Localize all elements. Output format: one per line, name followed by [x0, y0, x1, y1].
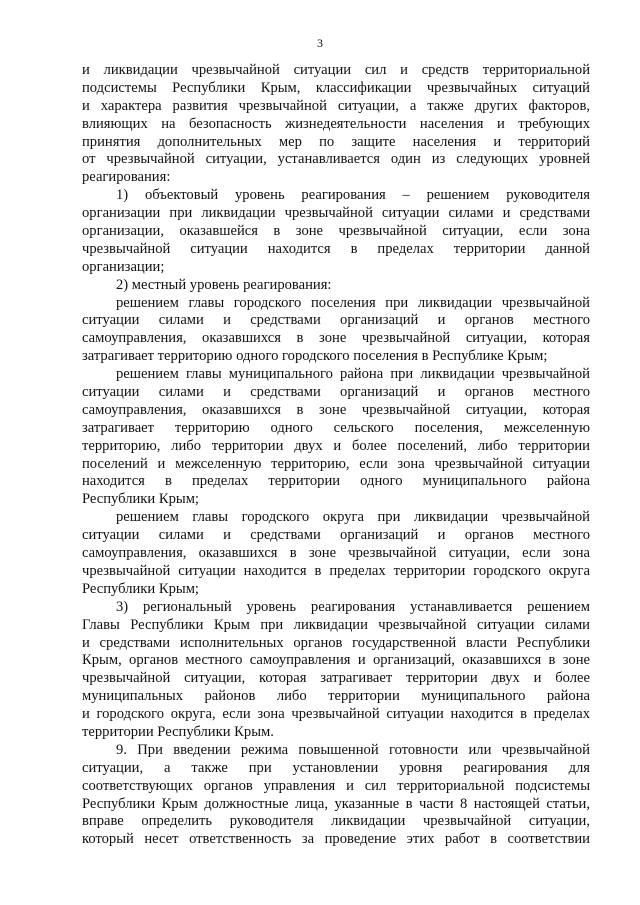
text-line: реагирования:: [82, 169, 171, 186]
text-line: Крым, органов местного самоуправления и организаций, оказавшихся в зоне: [82, 652, 590, 669]
text-line: находится в пределах территории одного муниципального района: [82, 473, 590, 490]
text-line: 3) региональный уровень реагирования устанавливается решением: [116, 598, 590, 615]
text-line: территорию, либо территории двух и более поселений, либо территории: [82, 437, 590, 454]
text-line: Республики Крым должностные лица, указанные в части 8 настоящей статьи,: [82, 795, 590, 812]
text-line: чрезвычайной ситуации находится в пределах территории данной: [82, 240, 590, 257]
text-line: принятия дополнительных мер по защите населения и территорий: [82, 133, 590, 150]
text-line: организации при ликвидации чрезвычайной ситуации силами и средствами: [82, 205, 590, 222]
text-line: и ликвидации чрезвычайной ситуации сил и средств территориальной: [82, 62, 590, 78]
text-line: чрезвычайной ситуации, которая затрагивает территории двух и более: [82, 670, 590, 687]
text-line: вправе определить руководителя ликвидации чрезвычайной ситуации,: [82, 813, 590, 830]
text-line: влияющих на безопасность жизнедеятельности населения и требующих: [82, 115, 590, 132]
text-line: Республики Крым;: [82, 580, 199, 597]
text-line: подсистемы Республики Крым, классификации чрезвычайных ситуаций: [82, 79, 590, 96]
text-line: решением главы городского поселения при ликвидации чрезвычайной: [116, 294, 590, 311]
text-line: и характера развития чрезвычайной ситуации, а также других факторов,: [82, 97, 590, 114]
text-line: самоуправления, оказавшихся в зоне чрезвычайной ситуации, которая: [82, 401, 590, 418]
text-line: муниципальных районов либо территории муниципального района: [82, 688, 590, 705]
text-line: и городского округа, если зона чрезвычайной ситуации находится в пределах: [82, 706, 590, 723]
text-line: ситуации силами и средствами организаций и органов местного: [82, 312, 590, 329]
text-line: чрезвычайной ситуации находится в пределах территории городского округа: [82, 562, 590, 579]
text-line: ситуации, а также при установлении уровня реагирования для: [82, 759, 590, 776]
text-line: территории Республики Крым.: [82, 723, 274, 740]
text-line: Республики Крым;: [82, 491, 199, 508]
text-line: ситуации силами и средствами организаций и органов местного: [82, 384, 590, 401]
text-line: и средствами исполнительных органов государственной власти Республики: [82, 634, 590, 651]
text-line: который несет ответственность за проведение этих работ в соответствии: [82, 831, 590, 848]
text-line: самоуправления, оказавшихся в зоне чрезвычайной ситуации, если зона: [82, 545, 590, 562]
text-line: соответствующих органов управления и сил территориальной подсистемы: [82, 777, 590, 794]
page-number: 3: [317, 36, 323, 50]
text-line: затрагивает территорию одного сельского поселения, межселенную: [82, 419, 590, 436]
text-line: организации;: [82, 258, 165, 275]
text-line: от чрезвычайной ситуации, устанавливается один из следующих уровней: [82, 151, 590, 168]
text-line: 1) объектовый уровень реагирования – решением руководителя: [116, 187, 590, 204]
text-line: ситуации силами и средствами организаций и органов местного: [82, 527, 590, 544]
text-line: решением главы городского округа при ликвидации чрезвычайной: [116, 509, 590, 526]
text-line: решением главы муниципального района при ликвидации чрезвычайной: [116, 366, 590, 383]
text-line: Главы Республики Крым при ликвидации чрезвычайной ситуации силами: [82, 616, 590, 633]
text-line: 9. При введении режима повышенной готовности или чрезвычайной: [116, 741, 590, 758]
text-line: поселений и межселенную территорию, если зона чрезвычайной ситуации: [82, 455, 590, 472]
text-line: организации, оказавшейся в зоне чрезвычайной ситуации, если зона: [82, 223, 590, 240]
text-line: самоуправления, оказавшихся в зоне чрезвычайной ситуации, которая: [82, 330, 590, 347]
text-line: 2) местный уровень реагирования:: [116, 276, 332, 293]
document-body: [82, 62, 590, 849]
text-line: затрагивает территорию одного городского поселения в Республике Крым;: [82, 348, 548, 365]
